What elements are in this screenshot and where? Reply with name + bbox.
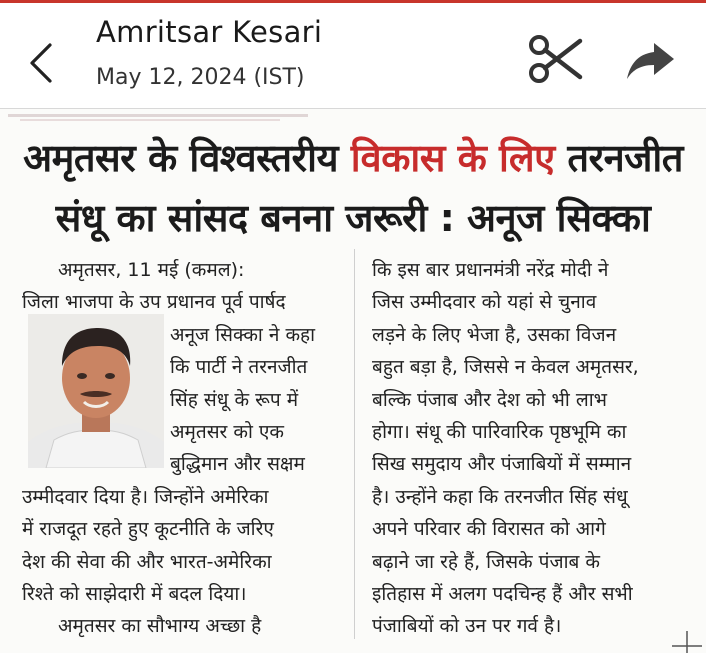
portrait-photo [28,314,164,468]
text-line: अनूज सिक्का ने कहा [170,323,316,346]
publication-date: May 12, 2024 (IST) [96,65,305,90]
headline-part: अमृतसर के विश्वस्तरीय [23,136,351,180]
text-line: बहुत बड़ा है, जिससे न केवल अमृतसर, [372,356,639,379]
scissors-icon[interactable] [526,33,584,85]
cut-edge-residue [0,111,330,125]
text-line: कि इस बार प्रधानमंत्री नरेंद्र मोदी ने [372,259,609,281]
crop-corner-plus-icon [670,629,704,653]
portrait-illustration [28,314,164,468]
text-line: रिश्ते को साझेदारी में बदल दिया। [22,582,247,605]
app-header [0,3,706,107]
text-line: अमृतसर, 11 मई (कमल): [58,259,245,281]
headline-accent: विकास के लिए [350,136,555,180]
text-line: में राजदूत रहते हुए कूटनीति के जरिए [22,518,274,541]
chevron-left-icon[interactable] [22,39,62,87]
right-column [372,254,692,643]
text-line: उम्मीदवार दिया है। जिन्होंने अमेरिका [22,485,269,508]
text-line: सिख समुदाय और पंजाबियों में सम्मान [372,453,632,476]
text-line: लड़ने के लिए भेजा है, उसका विजन [372,323,617,346]
publication-title: Amritsar Kesari [96,15,323,49]
text-line: इतिहास में अलग पदचिन्ह हैं और सभी [372,582,633,605]
text-line: देश की सेवा की और भारत-अमेरिका [22,550,272,573]
text-line: अपने परिवार की विरासत को आगे [372,518,606,541]
text-line: सिंह संधू के रूप में [170,388,299,411]
text-line: बढ़ाने जा रहे हैं, जिसके पंजाब के [372,550,600,573]
text-line: बल्कि पंजाब और देश को भी लाभ [372,388,607,411]
share-arrow-icon[interactable] [624,39,676,83]
headline-part: तरनजीत [554,136,683,180]
text-line: होगा। संधू की पारिवारिक पृष्ठभूमि का [372,420,627,443]
text-line: जिस उम्मीदवार को यहां से चुनाव [372,291,597,314]
text-line: जिला भाजपा के उप प्रधानव पूर्व पार्षद [22,291,286,314]
text-line: बुद्धिमान और सक्षम [170,453,305,476]
text-line: कि पार्टी ने तरनजीत [170,356,308,379]
text-line: है। उन्होंने कहा कि तरनजीत सिंह संधू [372,485,628,508]
text-line: अमृतसर को एक [170,420,285,443]
text-line: अमृतसर का सौभाग्य अच्छा है [58,615,262,638]
text-line: पंजाबियों को उन पर गर्व है। [372,615,562,638]
column-divider [354,249,355,639]
newspaper-clipping [0,109,706,653]
headline-line-2: संधू का सांसद बनना जरूरी : अनूज सिक्का [55,196,651,240]
headline-line-1 [0,131,706,183]
